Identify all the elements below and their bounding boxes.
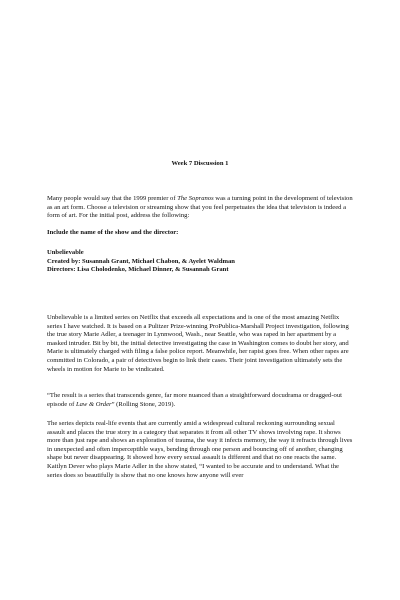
show-info [47,249,353,275]
summary-paragraph: Unbelievable is a limited series on Netflix that exceeds all expectations and is one of the most amazing Netflix series I have watched. It is based on a Pulitzer Prize-winning ProPublica-Marshall Project investigation, following the true story Marie Adler, a teenager in Lynnwood, Wash., near Seattle, who was raped in her apartment by a masked intruder. Bit by bit, the initial detective investigating the case in Washington comes to doubt her story, and Marie is ultimately charged with filing a false police report. Meanwhile, her rapist goes free. When other rapes are committed in Colorado, a pair of detectives begin to link their cases. Their joint investigation ultimately sets the wheels in motion for Marie to be vindicated. [47,314,349,373]
quote-text-after: ” (Rolling Stone, 2019). [111,400,176,408]
show-directors: Directors: Lisa Cholodenko, Michael Dinner, & Susannah Grant [47,266,229,274]
quote-show-title: Law & Order [75,400,112,408]
show-creators: Created by: Susannah Grant, Michael Chabon, & Ayelet Waldman [47,257,235,265]
analysis-paragraph: The series depicts real-life events that are currently amid a widespread cultural reckoning surrounding sexual assault and places the true story in a category that separates it from all other TV shows involving rape. It shows more than just rape and shows an exploration of trauma, the way it infects memory, the way it refracts through lives in unexpected and often imperceptible ways, bending through one person and bouncing off of another, changing shape but never disappearing. It showed how every sexual assault is different and that no one reacts the same. Kaitlyn Dever who plays Marie Adler in the show stated, “I wanted to be accurate and to understand. What the series does so beautifully is show that no one knows how anyone will ever [47,420,353,479]
quote-paragraph [47,392,353,409]
intro-text-after: was a turning point in the development of television as an art form. Choose a television or streaming show that you feel perpetuates the idea that television is indeed a form of art. For the initial post, address the following: [47,195,353,220]
show-name: Unbelievable [47,249,84,256]
intro-text-before: Many people would say that the 1999 premier of [47,195,178,202]
intro-show-title: The Sopranos [177,195,214,202]
document-title: Week 7 Discussion 1 [171,160,229,167]
quote-text-before: “The result is a series that transcends genre, far more nuanced than a straightforward docudrama or dragged-out episode of [47,392,342,408]
intro-paragraph [47,195,353,221]
include-heading: Include the name of the show and the director: [47,229,179,236]
